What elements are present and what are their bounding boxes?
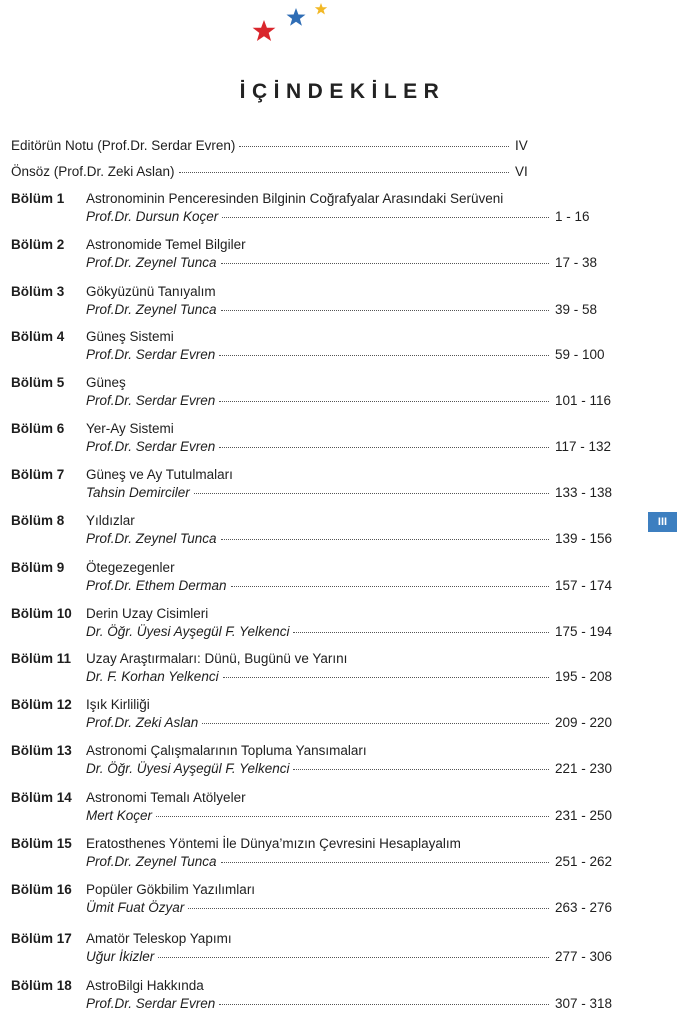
chapter-title: Güneş Sistemi [86,329,174,344]
dot-leader [239,146,509,147]
chapter-author: Uğur İkizler [86,949,155,964]
dot-leader [158,957,549,958]
toc-intro-line [11,164,575,179]
dot-leader [202,723,549,724]
chapter-label: Bölüm 11 [11,651,72,666]
dot-leader [223,677,549,678]
dot-leader [219,401,549,402]
toc-intro-text: Editörün Notu (Prof.Dr. Serdar Evren) [11,138,236,153]
dot-leader [188,908,549,909]
chapter-author: Prof.Dr. Zeynel Tunca [86,302,217,317]
chapter-pages: 175 - 194 [555,624,613,639]
chapter-pages: 39 - 58 [555,302,598,317]
dot-leader [194,493,549,494]
dot-leader [221,862,549,863]
blue-star-icon [287,8,306,26]
chapter-author-line [86,531,615,546]
chapter-title: Güneş [86,375,126,390]
toc-intro-line [11,138,575,153]
chapter-title: Güneş ve Ay Tutulmaları [86,467,233,482]
chapter-author-line [86,900,615,915]
chapter-author-line [86,669,615,684]
chapter-label: Bölüm 2 [11,237,65,252]
stars-logo [250,2,334,46]
chapter-author: Dr. F. Korhan Yelkenci [86,669,219,684]
dot-leader [219,447,549,448]
chapter-pages: 195 - 208 [555,669,613,684]
chapter-author-line [86,624,615,639]
chapter-author: Prof.Dr. Ethem Derman [86,578,227,593]
dot-leader [231,586,549,587]
dot-leader [221,539,549,540]
chapter-title: Amatör Teleskop Yapımı [86,931,232,946]
chapter-pages: 221 - 230 [555,761,613,776]
chapter-label: Bölüm 13 [11,743,72,758]
chapter-author: Tahsin Demirciler [86,485,190,500]
chapter-pages: 209 - 220 [555,715,613,730]
chapter-author: Prof.Dr. Zeki Aslan [86,715,199,730]
chapter-author-line [86,209,615,224]
chapter-label: Bölüm 9 [11,560,65,575]
chapter-author: Prof.Dr. Serdar Evren [86,347,216,362]
chapter-pages: 1 - 16 [555,209,590,224]
red-star-icon [253,20,276,41]
chapter-author: Ümit Fuat Özyar [86,900,185,915]
chapter-label: Bölüm 10 [11,606,72,621]
chapter-author-line [86,761,615,776]
chapter-label: Bölüm 6 [11,421,65,436]
chapter-pages: 139 - 156 [555,531,613,546]
dot-leader [221,263,549,264]
chapter-author-line [86,347,615,362]
chapter-author-line [86,949,615,964]
chapter-author: Prof.Dr. Zeynel Tunca [86,531,217,546]
chapter-author-line [86,715,615,730]
chapter-label: Bölüm 4 [11,329,65,344]
chapter-title: Eratosthenes Yöntemi İle Dünya’mızın Çevresini Hesaplayalım [86,836,461,851]
chapter-label: Bölüm 5 [11,375,65,390]
chapter-title: Popüler Gökbilim Yazılımları [86,882,256,897]
chapter-label: Bölüm 7 [11,467,65,482]
chapter-label: Bölüm 1 [11,191,65,206]
chapter-title: Astronominin Penceresinden Bilginin Coğrafyalar Arasındaki Serüveni [86,191,504,206]
chapter-pages: 251 - 262 [555,854,613,869]
dot-leader [293,632,549,633]
chapter-label: Bölüm 18 [11,978,72,993]
dot-leader [293,769,549,770]
chapter-title: Uzay Araştırmaları: Dünü, Bugünü ve Yarını [86,651,348,666]
chapter-author: Prof.Dr. Zeynel Tunca [86,854,217,869]
chapter-author: Prof.Dr. Dursun Koçer [86,209,219,224]
chapter-author: Prof.Dr. Serdar Evren [86,996,216,1011]
chapter-author-line [86,485,615,500]
chapter-pages: 157 - 174 [555,578,613,593]
chapter-author: Prof.Dr. Zeynel Tunca [86,255,217,270]
chapter-title: AstroBilgi Hakkında [86,978,204,993]
toc-intro-text: Önsöz (Prof.Dr. Zeki Aslan) [11,164,175,179]
chapter-pages: 263 - 276 [555,900,613,915]
dot-leader [156,816,549,817]
chapter-title: Derin Uzay Cisimleri [86,606,209,621]
yellow-star-icon [315,3,327,15]
chapter-title: Ötegezegenler [86,560,175,575]
chapter-pages: 17 - 38 [555,255,598,270]
chapter-author-line [86,302,615,317]
chapter-pages: 307 - 318 [555,996,613,1011]
chapter-author-line [86,255,615,270]
chapter-pages: 101 - 116 [555,393,612,408]
chapter-title: Işık Kirliliği [86,697,150,712]
toc-page-number: VI [515,164,528,179]
dot-leader [221,310,549,311]
chapter-pages: 231 - 250 [555,808,613,823]
chapter-label: Bölüm 14 [11,790,72,805]
chapter-label: Bölüm 15 [11,836,72,851]
dot-leader [222,217,549,218]
toc-page-number: IV [515,138,528,153]
chapter-title: Astronomi Çalışmalarının Topluma Yansımaları [86,743,367,758]
chapter-title: Astronomide Temel Bilgiler [86,237,246,252]
dot-leader [179,172,509,173]
chapter-author: Prof.Dr. Serdar Evren [86,393,216,408]
chapter-pages: 277 - 306 [555,949,613,964]
dot-leader [219,1004,549,1005]
chapter-author: Prof.Dr. Serdar Evren [86,439,216,454]
chapter-author-line [86,808,615,823]
chapter-pages: 59 - 100 [555,347,605,362]
page-number-tab: III [648,512,677,532]
chapter-label: Bölüm 3 [11,284,65,299]
chapter-author-line [86,578,615,593]
chapter-pages: 117 - 132 [555,439,612,454]
chapter-author-line [86,439,615,454]
chapter-author: Dr. Öğr. Üyesi Ayşegül F. Yelkenci [86,624,290,639]
chapter-title: Yer-Ay Sistemi [86,421,174,436]
chapter-label: Bölüm 12 [11,697,72,712]
chapter-label: Bölüm 17 [11,931,72,946]
chapter-label: Bölüm 8 [11,513,65,528]
chapter-label: Bölüm 16 [11,882,72,897]
chapter-title: Gökyüzünü Tanıyalım [86,284,216,299]
chapter-author: Mert Koçer [86,808,153,823]
chapter-title: Yıldızlar [86,513,135,528]
page-title: İÇİNDEKİLER [239,80,446,103]
chapter-title: Astronomi Temalı Atölyeler [86,790,246,805]
dot-leader [219,355,549,356]
chapter-author: Dr. Öğr. Üyesi Ayşegül F. Yelkenci [86,761,290,776]
chapter-author-line [86,996,615,1011]
chapter-pages: 133 - 138 [555,485,613,500]
chapter-author-line [86,854,615,869]
chapter-author-line [86,393,615,408]
